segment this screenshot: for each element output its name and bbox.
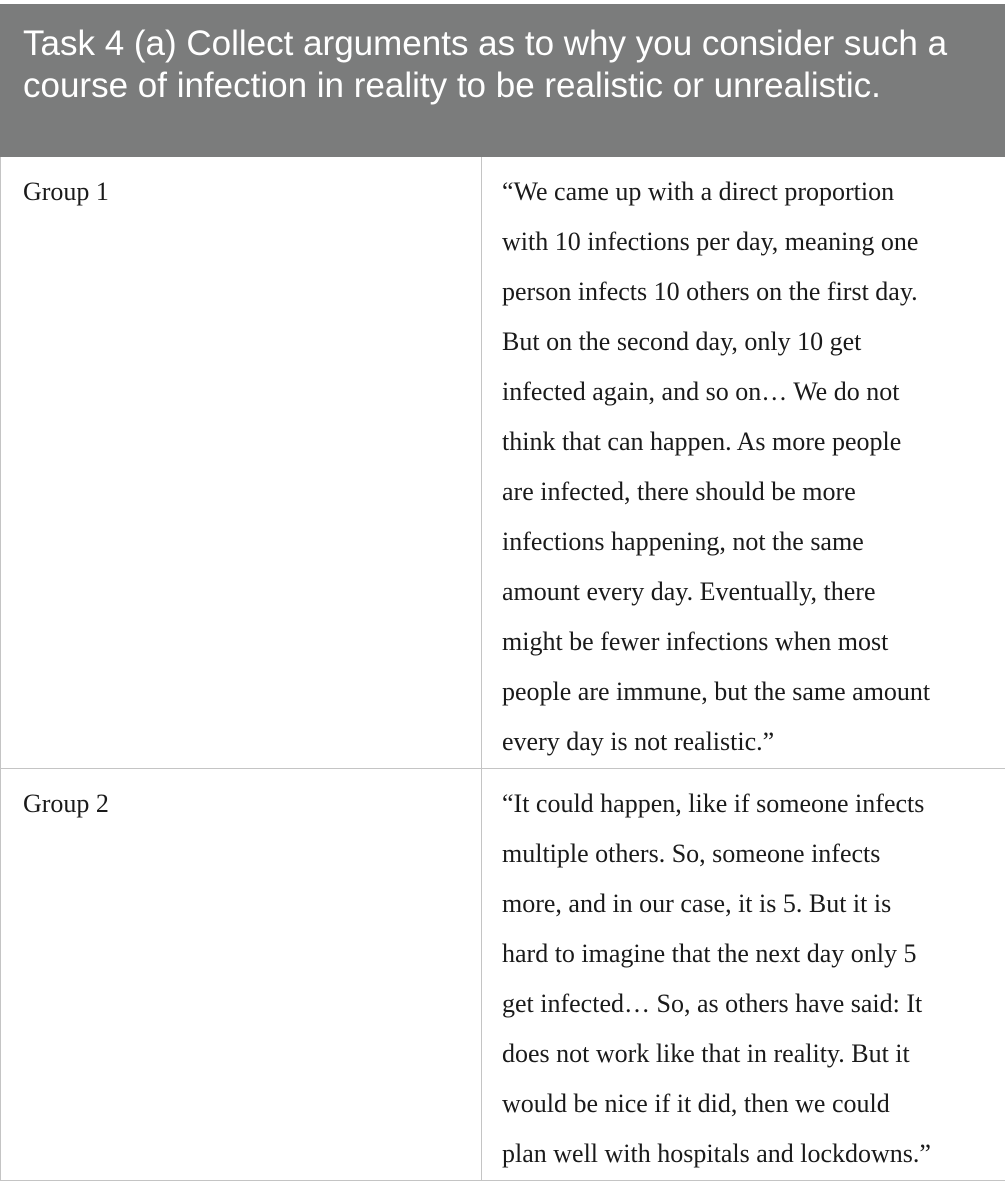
group-label: Group 1 xyxy=(1,157,482,769)
group-label: Group 2 xyxy=(1,769,482,1181)
table-row xyxy=(1,157,1005,769)
group-quote: “It could happen, like if someone infects multiple others. So, someone infects more, and in our case, it is 5. But it is hard to imagine that the next day only 5 get infected… So, as others have said: It does not work like that in reality. But it would be nice if it did, then we could plan well with hospitals and lockdowns.” xyxy=(482,769,1005,1181)
table-header: Task 4 (a) Collect arguments as to why you consider such a course of infection in reality to be realistic or unrealistic. xyxy=(1,5,1005,157)
table-row xyxy=(1,769,1005,1181)
argument-table xyxy=(0,4,1005,1181)
table xyxy=(0,4,1005,1181)
header-row xyxy=(1,5,1005,157)
group-quote: “We came up with a direct proportion with 10 infections per day, meaning one person infects 10 others on the first day. But on the second day, only 10 get infected again, and so on… We do not think that can happen. As more people are infected, there should be more infections happening, not the same amount every day. Eventually, there might be fewer infections when most people are immune, but the same amount every day is not realistic.” xyxy=(482,157,1005,769)
